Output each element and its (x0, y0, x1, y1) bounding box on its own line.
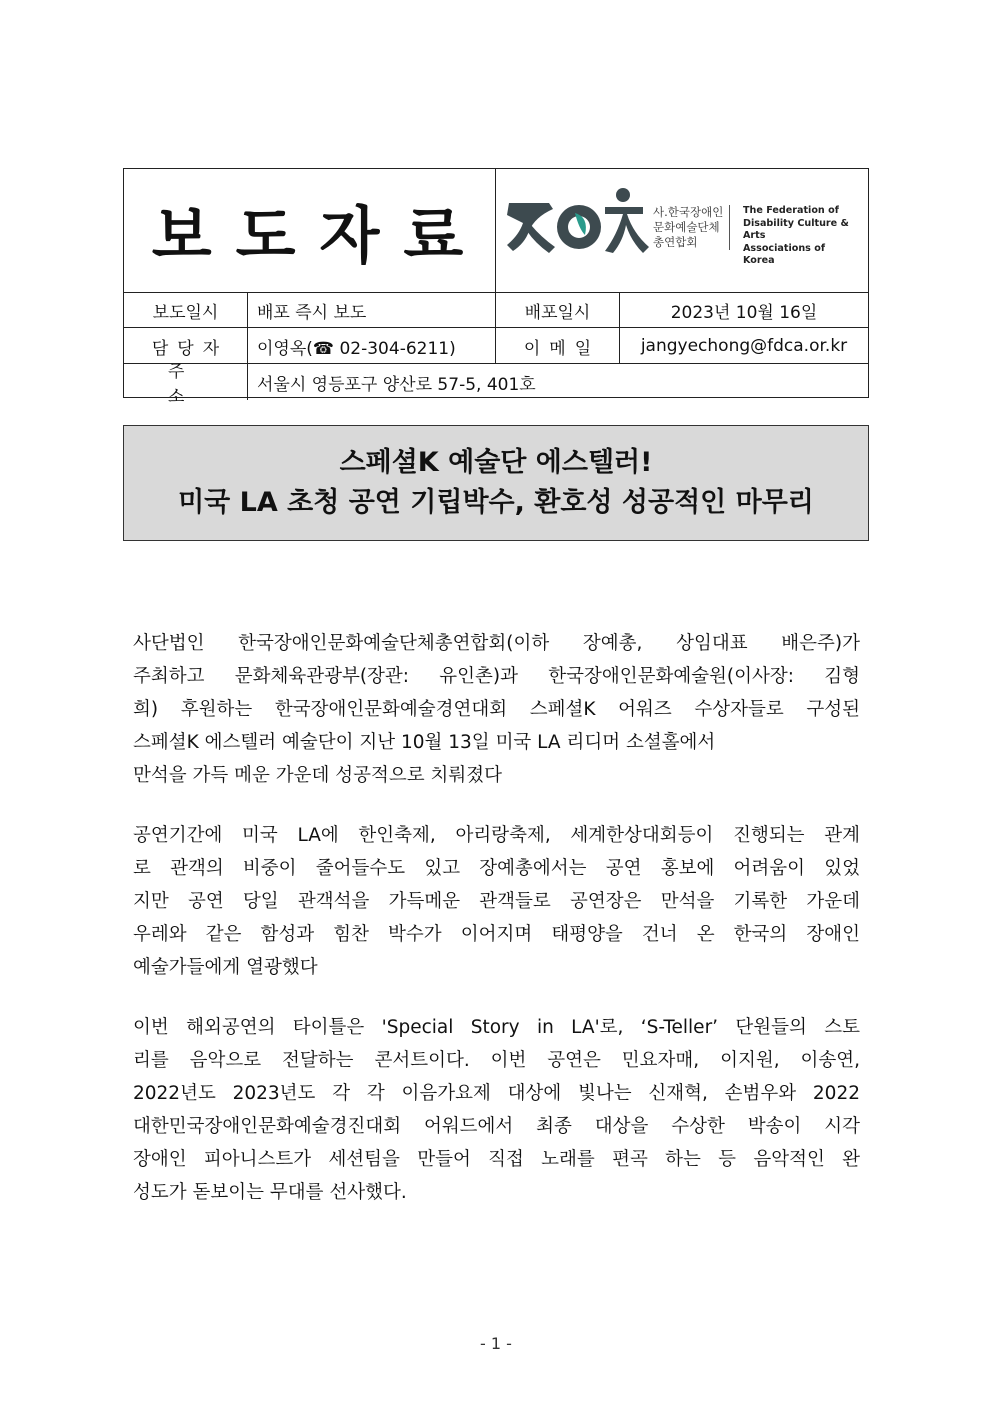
paragraph-line: 사단법인 한국장애인문화예술단체총연합회(이하 장예총, 상임대표 배은주)가 (133, 633, 860, 654)
release-date-value: 배포 즉시 보도 (248, 292, 496, 328)
headline-box (123, 425, 869, 541)
distribution-date-value: 2023년 10월 16일 (670, 302, 818, 323)
email-value: jangyechong@fdca.or.kr (640, 336, 848, 356)
paragraph-line: 이번 해외공연의 타이틀은 'Special Story in LA'로, ‘S-Teller’ 단원들의 스토 (133, 1017, 860, 1038)
paragraph-line: 대한민국장애인문화예술경진대회 어워드에서 최종 대상을 수상한 박송이 시각 (133, 1116, 860, 1137)
paragraph-line: 공연기간에 미국 LA에 한인축제, 아리랑축제, 세계한상대회등이 진행되는 관계 (133, 825, 860, 846)
paragraph-line: 지만 공연 당일 관객석을 가득메운 관객들로 공연장은 만석을 기록한 가운데 (133, 891, 860, 912)
press-release-title: 보도자료 (124, 169, 496, 292)
paragraph-line: 리를 음악으로 전달하는 콘서트이다. 이번 공연은 민요자매, 이지원, 이송연, (133, 1050, 860, 1071)
release-date-label: 보도일시 (124, 292, 248, 328)
contact-value: 이영옥(☎ 02-304-6211) (248, 328, 496, 364)
page-number: - 1 - (480, 1334, 512, 1353)
body-paragraph-1 (133, 627, 860, 792)
paragraph-line: 스페셜K 에스텔러 예술단이 지난 10월 13일 미국 LA 리디머 소셜홀에서 (133, 732, 716, 753)
info-row-release-date (124, 292, 868, 328)
address-value: 서울시 영등포구 양산로 57-5, 401호 (257, 374, 536, 395)
fdca-logo-icon (505, 185, 651, 255)
paragraph-line: 장애인 피아니스트가 세션팀을 만들어 직접 노래를 편곡 하는 등 음악적인 완 (133, 1149, 860, 1170)
paragraph-line: 희) 후원하는 한국장애인문화예술경연대회 스페셜K 어워즈 수상자들로 구성된 (133, 699, 860, 720)
paragraph-line: 만석을 가득 메운 가운데 성공적으로 치뤄졌다 (133, 765, 502, 786)
paragraph-line: 예술가들에게 열광했다 (133, 957, 318, 978)
organization-logo (497, 169, 868, 292)
logo-korean-name: 사.한국장애인 문화예술단체 총연합회 (653, 205, 730, 250)
header-top-row (124, 169, 868, 293)
distribution-date-label: 배포일시 (496, 292, 620, 328)
paragraph-line: 주최하고 문화체육관광부(장관: 유인촌)과 한국장애인문화예술원(이사장: 김형 (133, 666, 860, 687)
headline-line-1: 스페셜K 예술단 에스텔러! (339, 447, 653, 478)
body-paragraph-2 (133, 819, 860, 984)
email-label: 이메일 (496, 328, 620, 364)
contact-label: 담당자 (124, 328, 248, 364)
paragraph-line: 우레와 같은 함성과 힘찬 박수가 이어지며 태평양을 건너 온 한국의 장애인 (133, 924, 860, 945)
press-release-header (123, 168, 869, 407)
info-row-address (124, 362, 868, 407)
logo-english-name: The Federation of Disability Culture & Arts Associations of Korea (743, 205, 849, 266)
paragraph-line: 성도가 돋보이는 무대를 선사했다. (133, 1182, 407, 1203)
address-label: 주소 (124, 364, 248, 400)
body-paragraph-3 (133, 1011, 860, 1209)
headline-line-2: 미국 LA 초청 공연 기립박수, 환호성 성공적인 마무리 (178, 487, 814, 518)
paragraph-line: 2022년도 2023년도 각 각 이음가요제 대상에 빛나는 신재혁, 손범우와 2022 (133, 1083, 860, 1104)
paragraph-line: 로 관객의 비중이 줄어들수도 있고 장예총에서는 공연 홍보에 어려움이 있었 (133, 858, 860, 879)
